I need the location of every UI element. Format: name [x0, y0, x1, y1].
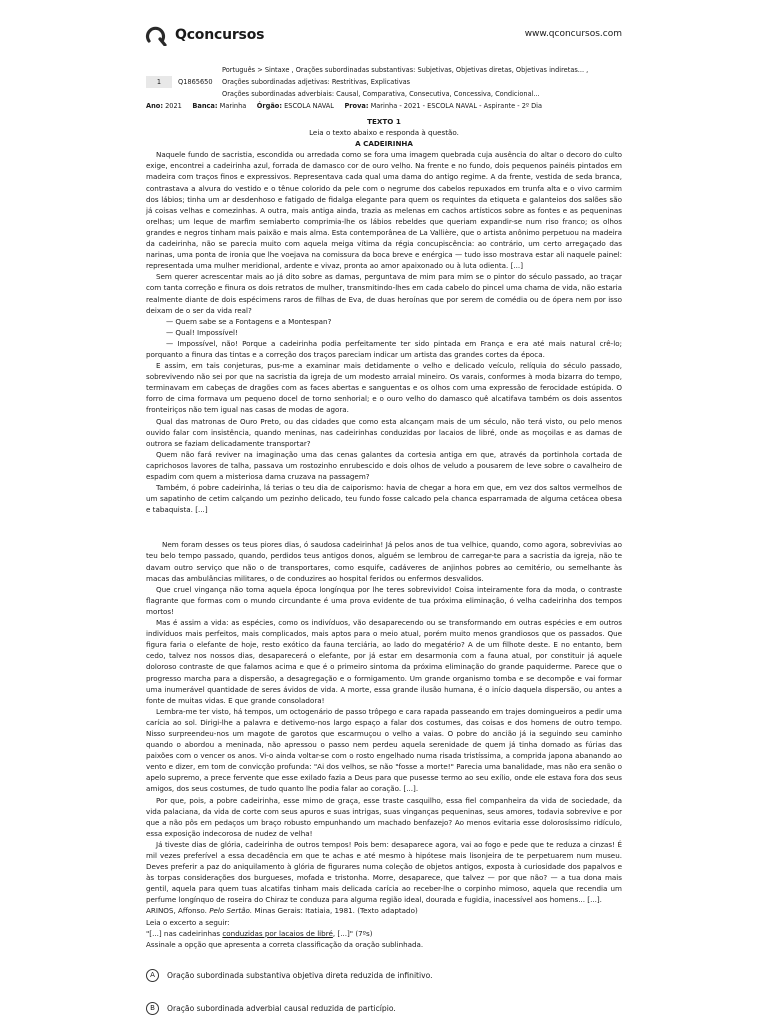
orgao-value: ESCOLA NAVAL — [284, 102, 334, 110]
source-citation: ARINOS, Affonso. Pelo Sertão. Minas Gerais: Itatiaia, 1981. (Texto adaptado) — [146, 906, 418, 916]
excerpt-prompt: Leia o excerto a seguir: — [146, 917, 230, 927]
option-a[interactable] — [146, 969, 433, 982]
paragraph: Mas é assim a vida: as espécies, como os indivíduos, vão desaparecendo ou se transformando em outras espécies e em outros indivíduos mais perfeitos, mais complicados, mais aptos para o meio atual, porém muito menos grandiosos que os passados. Que figura faria o elefante de hoje, resto exótico da fauna terciária, ao lado do megatério? A de um filhote deste. E no entanto, bem cedo, talvez nos nossos dias, desaparecerá o elefante, por já estar em desarmonia com a fauna atual, por constituir já aquele doloroso contraste de que falamos acima e que é o primeiro sintoma da próxima eliminação do grande paquiderme. Parece que o progresso marcha para a dispersão, a desagregação e o formigamento. Um grande organismo tomba e se decompõe e vai formar uma inumerável quantidade de seres ávidos de vida. A morte, essa grande ilusão humana, é o início daquela dispersão, ou antes a fonte de muitas vidas. E que grande consoladora! — [146, 618, 622, 705]
paragraph: Que cruel vingança não toma aquela época longínqua por lhe teres sobrevivido! Coisa inteiramente fora da moda, o contraste flagrante que formas com o mundo circundante é uma prova evidente de tua próxima eliminação, ó velha cadeirinha dos tempos mortos! — [146, 584, 622, 616]
dialogue-line: — Qual! Impossível! — [166, 327, 238, 337]
option-b[interactable] — [146, 1002, 396, 1015]
option-b-letter[interactable]: B — [146, 1002, 159, 1015]
prova-label: Prova: — [344, 102, 369, 110]
question-id: Q1865650 — [178, 78, 213, 86]
subject-line-3: Orações subordinadas adverbiais: Causal, Comparativa, Consecutiva, Concessiva, Condicional... — [222, 90, 540, 98]
banca-label: Banca: — [192, 102, 218, 110]
dialogue-line: — Impossível, não! Porque a cadeirinha podia perfeitamente ter sido pintada em França e era até mais natural crê-lo; porquanto a finura das tintas e a correção dos traços pareciam indicar um artista das grandes cortes da época. — [146, 338, 622, 359]
paragraph: Já tiveste dias de glória, cadeirinha de outros tempos! Pois bem: desaparece agora, vai ao fogo e pede que te reduza a cinzas! É mil vezes preferível a essa decadência em que te achas e até mesmo à hipótese mais lisonjeira de te perpetuarem num museu. Deves preferir a paz do aniquilamento à glória de figurares numa coleção de objetos antigos, exposta à curiosidade dos papalvos e às torpas considerações dos burgueses, mofada e tristonha. Morre, desaparece, que talvez — por que não? — a tua dona mais gentil, aquela para quem tuas alcatifas tinham mais delicada carícia ao receber-lhe o corpinho mimoso, aquela que recendia um perfume longínquo de roseira do Chiraz te conduza para alguma região ideal, dourada e fugidia, inacessível aos homens... [...]. — [146, 839, 622, 905]
qconcursos-logo-icon — [145, 24, 167, 46]
paragraph: Por que, pois, a pobre cadeirinha, esse mimo de graça, esse traste casquilho, essa fiel companheira da vida de sociedade, da vida palaciana, da vida de corte com seus apuros e suas intrigas, suas vinganças pequeninas, seus amores, todavia sobrevive e por que a não pôs em pedaços um braço robusto empunhando um machado benfazejo? Ao menos evitaria esse dolorosíssimo ridículo, essa exposição indecorosa de nudez de velha! — [146, 795, 622, 838]
option-b-text: Oração subordinada adverbial causal reduzida de particípio. — [167, 1004, 396, 1013]
subject-line-1: Português > Sintaxe , Orações subordinadas substantivas: Subjetivas, Objetivas diretas, Objetivas indiretas... , — [222, 66, 589, 74]
subject-line-2: Orações subordinadas adjetivas: Restritivas, Explicativas — [222, 78, 411, 86]
orgao-label: Órgão: — [256, 102, 282, 110]
option-a-letter[interactable]: A — [146, 969, 159, 982]
paragraph: Nem foram desses os teus piores dias, ó saudosa cadeirinha! Já pelos anos de tua velhice, quando, como agora, sobrevivias ao teu belo tempo passado, quando, perdidos teus antigos donos, alguém se lembrou de carregar-te para a sacristia da igreja, não te davam outro serviço que não o de transportares, como esquife, cadáveres de anjinhos pobres ao cemitério, ou semelhante às macas das ambulâncias militares, o de conduzires ao hospital feridos ou enfermos desvalidos. — [146, 540, 622, 583]
paragraph-gap — [146, 515, 622, 539]
paragraph: E assim, em tais conjeturas, pus-me a examinar mais detidamente o velho e delicado veículo, relíquia do século passado, sobrevivendo não sei por que na sacristia da igreja de um modesto arraial mineiro. Os varais, conformes à moda bizarra do tempo, terminavam em cabeças de dragões com as faces abertas e sanguentas e os olhos com uma expressão de ferocidade estúpida. O forro de cima formava um pequeno docel de torno senhorial; e o ouro velho do damasco quê alcatifava também os dois assentos fronteiriços não tem igual nas casas de modas de agora. — [146, 361, 622, 415]
paragraph: Naquele fundo de sacristia, escondida ou arredada como se fora uma imagem quebrada cuja ausência do altar o decoro do culto exige, encontrei a cadeirinha azul, forrada de damasco cor de ouro velho. Na frente e no fundo, dois pequenos painéis pintados em madeira com traços finos e expressivos. Representava cada qual uma dama do antigo regime. A da frente, vestida de seda branca, contrastava a alvura do vestido e o tênue colorido da pele com o negrume dos cabelos repuxados em trunfa alta e o vivo carmim dos lábios; tinha um ar desdenhoso e fatigado de fidalga elegante para quem os requintes da etiqueta e galanteios dos salões são já coisas velhas e comezinhas. A outra, mais antiga ainda, trazia as melenas em cachos artísticos sobre as fontes e as pequeninas orelhas; um leque de marfim semiaberto comprimia-lhe os lábios rebeldes que queriam expandir-se num riso franco; os olhos grandes e negros tinham mais paixão e mais alma. Esta contemporânea de La Vallière, que o artista anônimo perpetuou na madeira da cadeirinha, não se parecia muito com aquela meiga vítima da régia concupiscência: ao contrário, um certo arregaçado das narinas, uma ponta de ironia que lhe voejava na comissura da boca breve e enérgica — tudo isso mostrava estar ali naquele painel: representada uma mulher meridional, ardente e vivaz, pronta ao amor apaixonado ou à luta odienta. [...] — [146, 150, 622, 271]
question-prompt: Assinale a opção que apresenta a correta classificação da oração sublinhada. — [146, 939, 424, 949]
excerpt: "[...] nas cadeirinhas conduzidas por lacaios de libré, [...]" (7ºs) — [146, 928, 373, 938]
underlined-clause: conduzidas por lacaios de libré — [222, 928, 333, 938]
exam-info-row — [146, 100, 622, 112]
ano-value: 2021 — [165, 102, 182, 110]
paragraph: Sem querer acrescentar mais ao já dito sobre as damas, perguntava de mim para mim se o pintor do século passado, ao traçar com tanta correção e finura os dois retratos de mulher, transmitindo-lhes em cada cabelo do pincel uma chama de vida, não estaria realmente diante de dois espécimens raros de filhas de Eva, de duas heroínas que por serem de comédia ou de ópera nem por isso deixam de o ser da vida real? — [146, 272, 622, 315]
prova-value: Marinha - 2021 - ESCOLA NAVAL - Aspirante - 2º Dia — [370, 102, 543, 110]
text-instruction: Leia o texto abaixo e responda à questão. — [309, 128, 459, 138]
question-number-badge: 1 — [146, 76, 172, 88]
text-title: A CADEIRINHA — [355, 139, 413, 149]
paragraph: Lembra-me ter visto, há tempos, um octogenário de passo trôpego e cara rapada passeando em trajes domingueiros a pedir uma carícia ao sol. Dirigi-lhe a palavra e detivemo-nos largo espaço a falar dos costumes, das coisas e dos homens de outro tempo. Nisso surpreendeu-nos um magote de garotos que escarmuçou o velho a vaias. O pobre do ancião já ia seguindo seu caminho quando o abordou a meninada, não apressou o passo nem perdeu aquela serenidade de quem já tinha domado as fúrias das paixões com o vencer os anos. Vi-o ainda voltar-se com o rosto engelhado numa risada tristíssima, a comprida japona abanando ao vento e dizer, em tom de convicção profunda: "Ai dos velhos, se não "fosse a morte!" Parecia uma banalidade, mas não era senão o apelo supremo, a prece fervente que esse exilado fazia a Deus para que pusesse termo ao seu exílio, onde ele estava fora dos seus amigos, dos seus costumes, de tudo quanto lhe podia falar ao coração. [...]. — [146, 706, 622, 794]
paragraph: Quem não fará reviver na imaginação uma das cenas galantes da cortesia antiga em que, através da portinhola cortada de caprichosos lavores de talha, passava um rostozinho enrubescido e dois olhos de veludo a pousarem de leve sobre o cavalheiro de espadim com quem a misteriosa dama cruzava na passagem? — [146, 449, 622, 481]
site-url[interactable]: www.qconcursos.com — [524, 29, 622, 39]
paragraph: Qual das matronas de Ouro Preto, ou das cidades que como esta alcançam mais de um século, não terá visto, ou pelo menos ouvido falar com insistência, quando meninas, nas cadeirinhas conduzidas por lacaios de libré, onde as moçoilas e as damas de outrora se faziam delicadamente transportar? — [146, 416, 622, 448]
ano-label: Ano: — [146, 102, 163, 110]
dialogue-line: — Quem sabe se a Fontagens e a Montespan? — [166, 316, 332, 326]
question-meta — [146, 64, 622, 112]
question-text — [146, 116, 622, 950]
text-heading: TEXTO 1 — [367, 117, 401, 126]
site-logo-text: Qconcursos — [175, 27, 265, 43]
option-a-text: Oração subordinada substantiva objetiva direta reduzida de infinitivo. — [167, 971, 433, 980]
page-header — [0, 0, 768, 60]
paragraph: Também, ó pobre cadeirinha, lá terias o teu dia de caiporismo: havia de chegar a hora em que, em vez dos saltos vermelhos de um sapatinho de cetim calçando um pezinho delicado, teu fundo fosse calcado pela chanca esparramada de alguma cetácea obesa e tabaquista. [...] — [146, 483, 622, 515]
banca-value: Marinha — [219, 102, 247, 110]
